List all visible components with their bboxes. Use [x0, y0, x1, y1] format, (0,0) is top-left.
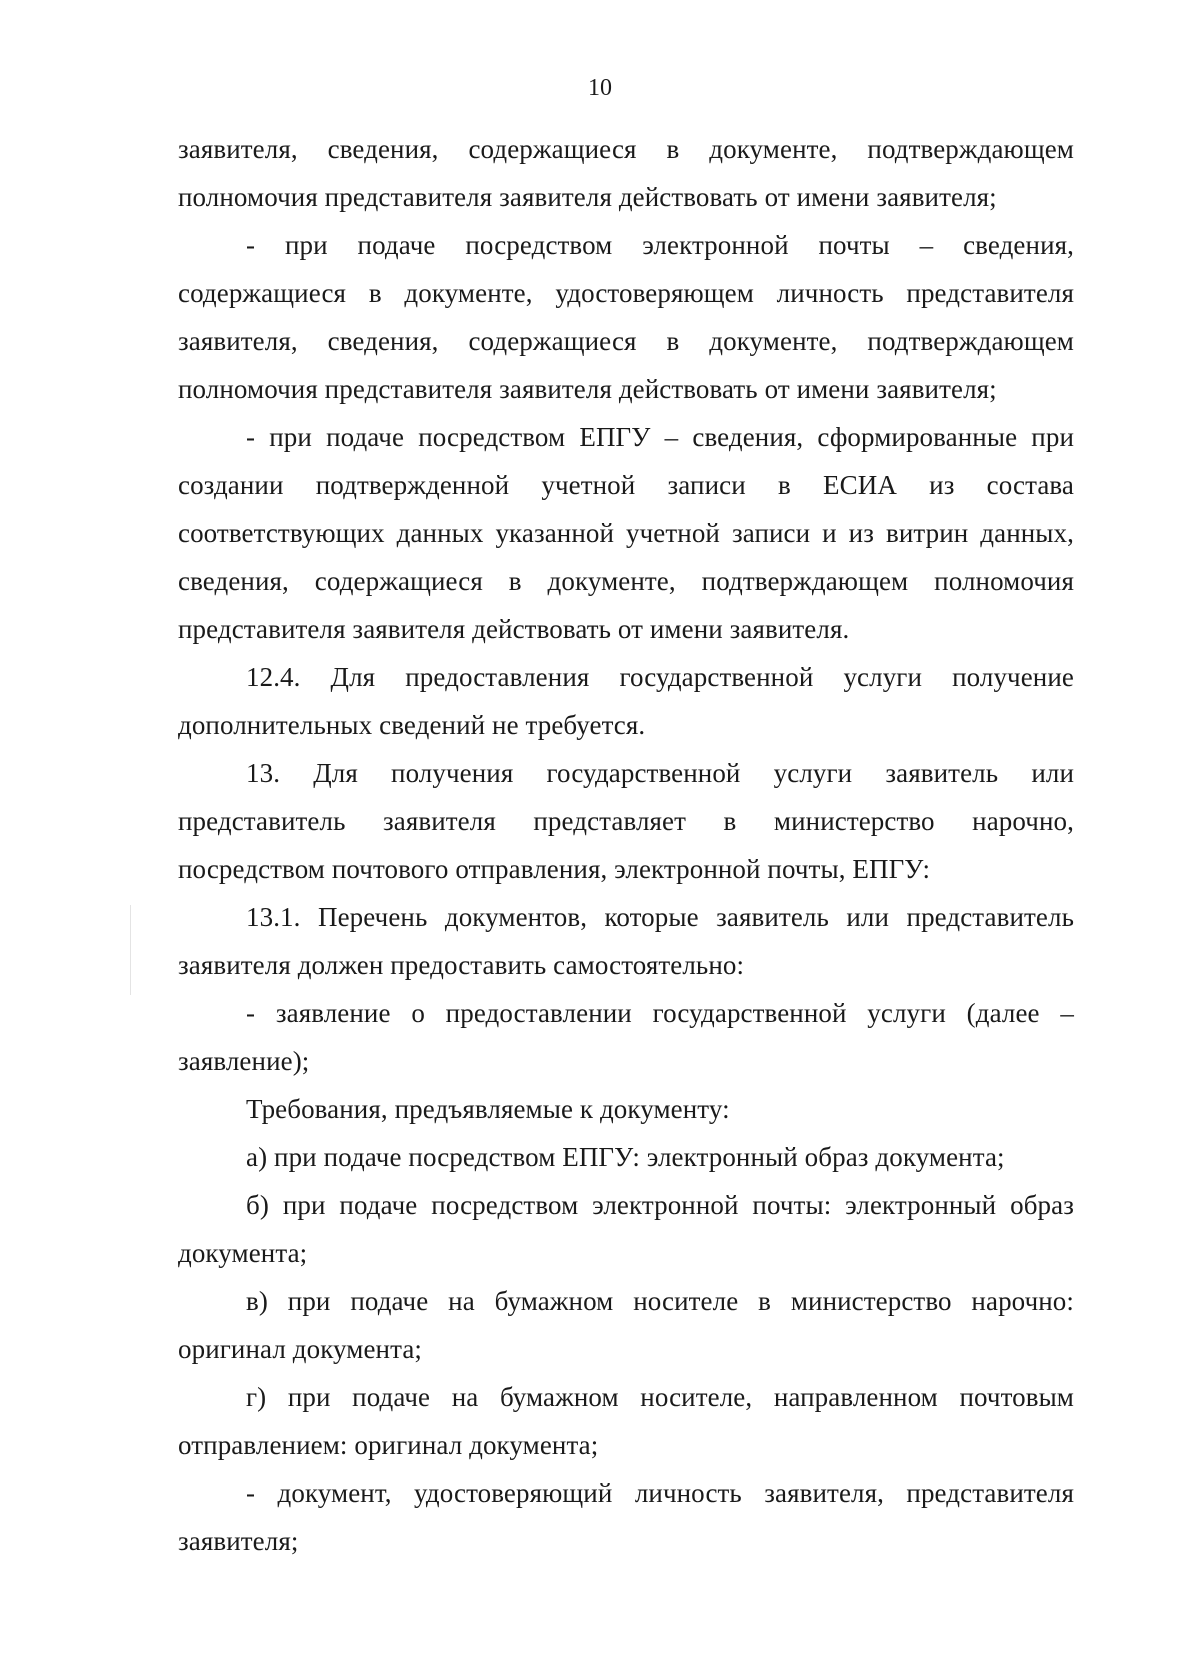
paragraph-representative-authority-continuation: заявителя, сведения, содержащиеся в документе, подтверждающем полномочия представителя заявителя действовать от имени заявителя;	[178, 134, 1074, 212]
page-number: 10	[588, 75, 612, 101]
paragraph-email-submission-info: - при подаче посредством электронной почты – сведения, содержащиеся в документе, удостоверяющем личность представителя заявителя, сведения, содержащиеся в документе, подтверждающем полномочия представителя заявителя действовать от имени заявителя;	[178, 230, 1074, 404]
list-item-identity-document: - документ, удостоверяющий личность заявителя, представителя заявителя;	[178, 1478, 1074, 1556]
scan-artifact-line	[130, 905, 131, 995]
requirement-item-g: г) при подаче на бумажном носителе, направленном почтовым отправлением: оригинал документа;	[178, 1382, 1074, 1460]
requirement-item-v: в) при подаче на бумажном носителе в министерство нарочно: оригинал документа;	[178, 1286, 1074, 1364]
requirement-item-b: б) при подаче посредством электронной почты: электронный образ документа;	[178, 1190, 1074, 1268]
paragraph-13-1: 13.1. Перечень документов, которые заявитель или представитель заявителя должен предоставить самостоятельно:	[178, 902, 1074, 980]
paragraph-12-4: 12.4. Для предоставления государственной услуги получение дополнительных сведений не требуется.	[178, 662, 1074, 740]
paragraph-document-requirements: Требования, предъявляемые к документу:	[246, 1094, 730, 1124]
list-item-application: - заявление о предоставлении государственной услуги (далее – заявление);	[178, 998, 1074, 1076]
paragraph-13: 13. Для получения государственной услуги заявитель или представитель заявителя представляет в министерство нарочно, посредством почтового отправления, электронной почты, ЕПГУ:	[178, 758, 1074, 884]
document-body	[178, 125, 1074, 1565]
requirement-item-a: а) при подаче посредством ЕПГУ: электронный образ документа;	[246, 1142, 1005, 1172]
paragraph-epgu-submission-info: - при подаче посредством ЕПГУ – сведения, сформированные при создании подтвержденной учетной записи в ЕСИА из состава соответствующих данных указанной учетной записи и из витрин данных, сведения, содержащиеся в документе, подтверждающем полномочия представителя заявителя действовать от имени заявителя.	[178, 422, 1074, 644]
